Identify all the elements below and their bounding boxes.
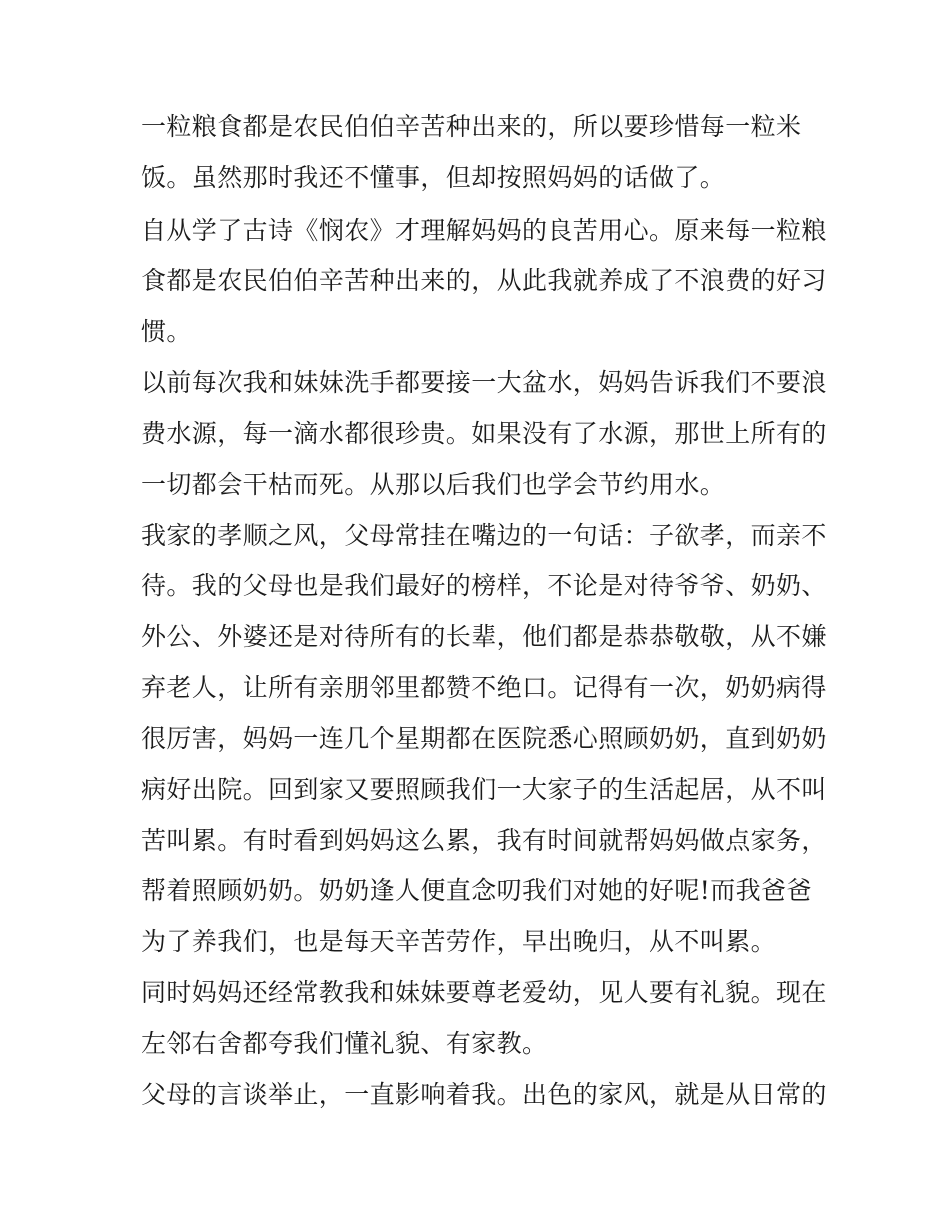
text-line: 一切都会干枯而死。从那以后我们也学会节约用水。 bbox=[141, 470, 726, 499]
text-line: 自从学了古诗《悯农》才理解妈妈的良苦用心。原来每一粒粮 bbox=[141, 216, 827, 245]
text-line: 很厉害，妈妈一连几个星期都在医院悉心照顾奶奶，直到奶奶 bbox=[141, 724, 827, 753]
text-line: 外公、外婆还是对待所有的长辈，他们都是恭恭敬敬，从不嫌 bbox=[141, 622, 827, 651]
text-line: 费水源，每一滴水都很珍贵。如果没有了水源，那世上所有的 bbox=[141, 419, 827, 448]
text-line: 弃老人，让所有亲朋邻里都赞不绝口。记得有一次，奶奶病得 bbox=[141, 673, 827, 702]
text-line: 同时妈妈还经常教我和妹妹要尊老爱幼，见人要有礼貌。现在 bbox=[141, 978, 827, 1007]
text-line: 待。我的父母也是我们最好的榜样，不论是对待爷爷、奶奶、 bbox=[141, 571, 827, 600]
text-line: 病好出院。回到家又要照顾我们一大家子的生活起居，从不叫 bbox=[141, 775, 827, 804]
text-line: 父母的言谈举止，一直影响着我。出色的家风，就是从日常的 bbox=[141, 1080, 827, 1109]
text-line: 我家的孝顺之风，父母常挂在嘴边的一句话：子欲孝，而亲不 bbox=[141, 521, 827, 550]
text-line: 惯。 bbox=[141, 317, 192, 346]
text-line: 以前每次我和妹妹洗手都要接一大盆水，妈妈告诉我们不要浪 bbox=[141, 368, 827, 397]
text-line: 饭。虽然那时我还不懂事，但却按照妈妈的话做了。 bbox=[141, 163, 726, 192]
text-line: 一粒粮食都是农民伯伯辛苦种出来的，所以要珍惜每一粒米 bbox=[141, 112, 802, 141]
text-line: 苦叫累。有时看到妈妈这么累，我有时间就帮妈妈做点家务， bbox=[141, 826, 827, 855]
text-line: 帮着照顾奶奶。奶奶逢人便直念叨我们对她的好呢!而我爸爸 bbox=[141, 876, 812, 905]
text-line: 食都是农民伯伯辛苦种出来的，从此我就养成了不浪费的好习 bbox=[141, 266, 827, 295]
text-line: 左邻右舍都夸我们懂礼貌、有家教。 bbox=[141, 1029, 548, 1058]
text-line: 为了养我们，也是每天辛苦劳作，早出晚归，从不叫累。 bbox=[141, 927, 777, 956]
